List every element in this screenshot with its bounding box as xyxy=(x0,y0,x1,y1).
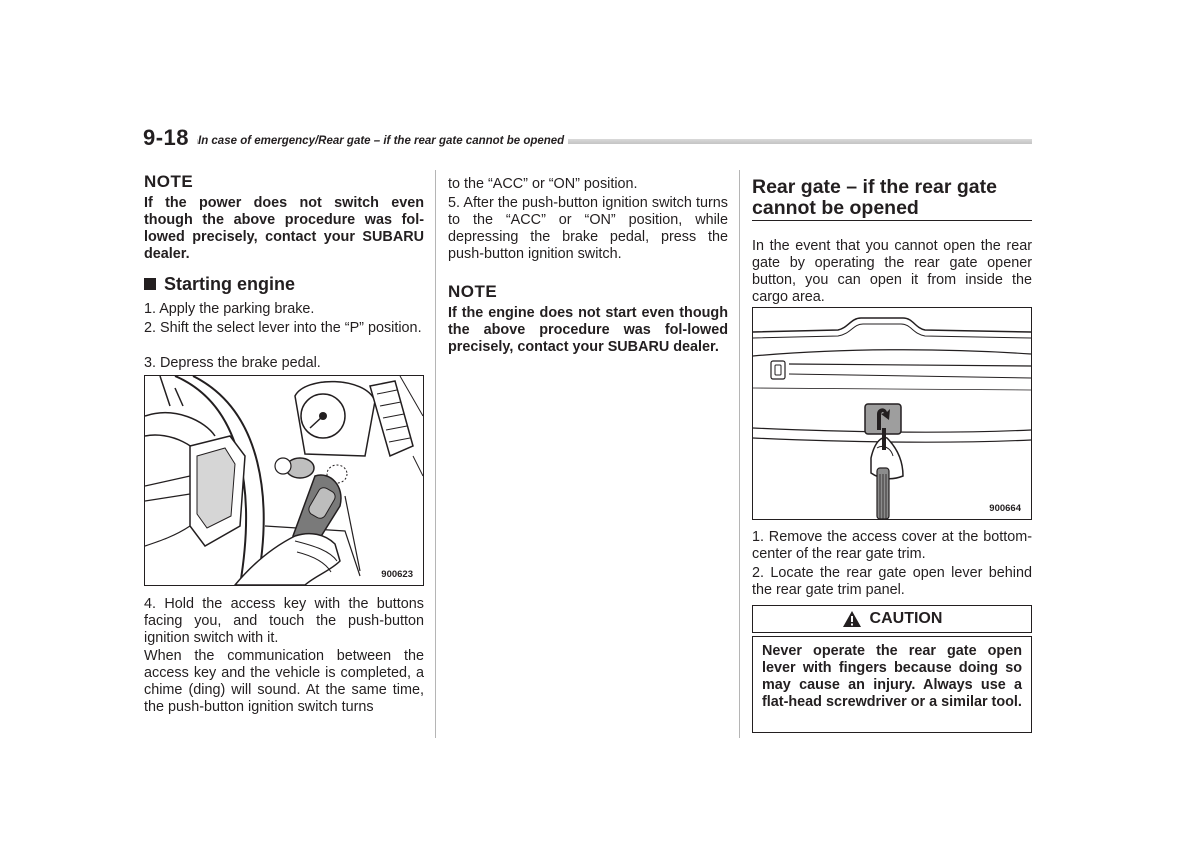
caution-text: Never operate the rear gate open lever with fingers because doing so may cause an injury. Always use a flat-head screwdriver or a similar tool. xyxy=(762,643,1022,710)
figure-push-button-ignition xyxy=(144,375,424,586)
step-3: 3. Depress the brake pedal. xyxy=(144,355,321,371)
step-4: 4. Hold the access key with the buttons facing you, and touch the push-button ignition switch with it. xyxy=(144,596,424,646)
page-number: 9-18 xyxy=(143,125,197,151)
column-divider-1 xyxy=(435,170,436,738)
heading-underline xyxy=(752,220,1032,221)
step-2: 2. Shift the select lever into the “P” position. xyxy=(144,320,422,336)
note-body: If the engine does not start even though the above procedure was fol-lowed precisely, contact your SUBARU dealer. xyxy=(448,305,728,355)
caution-label: CAUTION xyxy=(869,610,943,627)
caution-header xyxy=(752,605,1032,633)
note-title: NOTE xyxy=(144,172,194,191)
step-5: 5. After the push-button ignition switch turns to the “ACC” or “ON” position, while depressing the brake pedal, press the push-button ignition switch. xyxy=(448,195,728,262)
paragraph-chime: When the communication between the access key and the vehicle is completed, a chime (ding) will sound. At the same time, the push-button ignition switch turns xyxy=(144,648,424,715)
warning-triangle-icon xyxy=(842,610,862,628)
section-heading-starting-engine xyxy=(144,273,295,295)
section-bullet-icon xyxy=(144,278,156,290)
caution-box xyxy=(752,636,1032,733)
step-1: 1. Apply the parking brake. xyxy=(144,301,315,317)
section-heading-rear-gate: Rear gate – if the rear gate cannot be opened xyxy=(752,176,997,219)
running-head: In case of emergency/Rear gate – if the rear gate cannot be opened xyxy=(198,134,568,148)
step-1: 1. Remove the access cover at the bottom-center of the rear gate trim. xyxy=(752,529,1032,562)
figure-code: 900664 xyxy=(989,503,1021,514)
note-body: If the power does not switch even though the above procedure was fol-lowed precisely, contact your SUBARU dealer. xyxy=(144,195,424,262)
intro-paragraph: In the event that you cannot open the rear gate by operating the rear gate opener button, you can open it from inside the cargo area. xyxy=(752,238,1032,305)
ignition-illustration xyxy=(145,376,423,585)
figure-rear-gate-trim xyxy=(752,307,1032,520)
note-title: NOTE xyxy=(448,282,498,301)
figure-code: 900623 xyxy=(381,569,413,580)
section-title: Starting engine xyxy=(164,274,296,294)
column-divider-2 xyxy=(739,170,740,738)
step-2: 2. Locate the rear gate open lever behind the rear gate trim panel. xyxy=(752,565,1032,598)
continued-text: to the “ACC” or “ON” position. xyxy=(448,176,638,192)
rear-gate-illustration xyxy=(753,308,1031,519)
